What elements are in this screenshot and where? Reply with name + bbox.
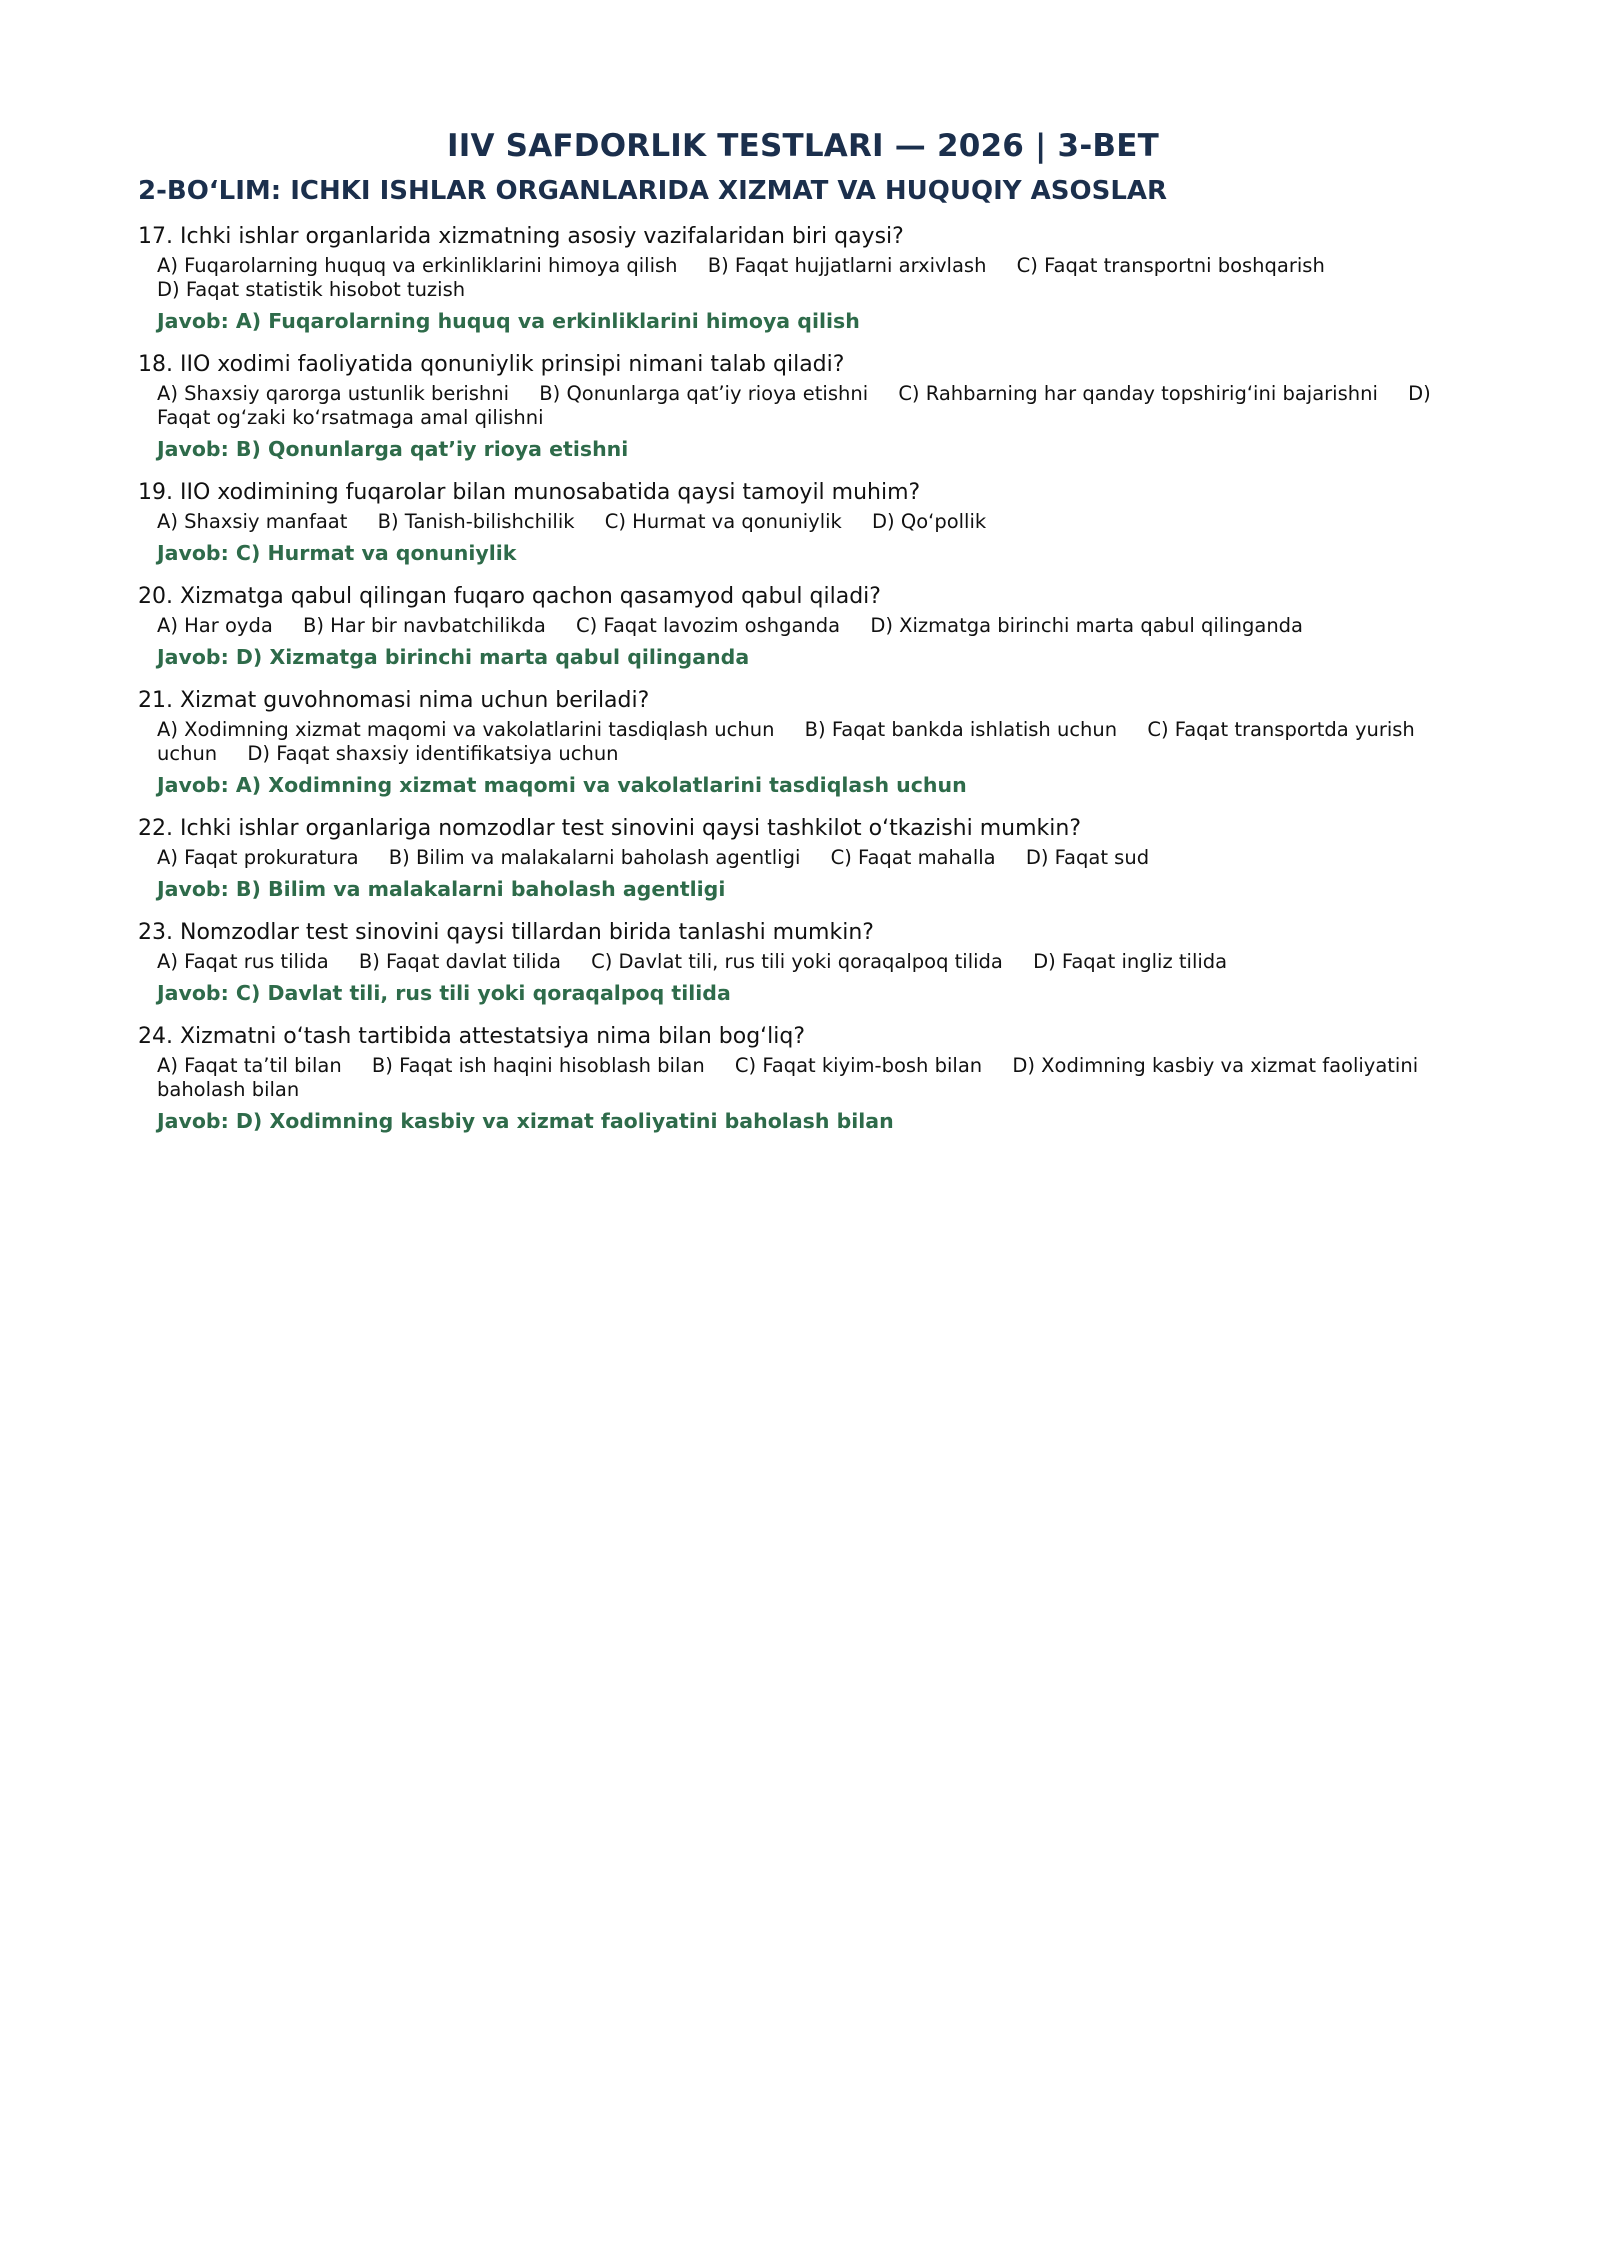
option-d: D) Faqat ingliz tilida [1033,950,1228,973]
question-text: 21. Xizmat guvohnomasi nima uchun beriladi? [138,688,650,713]
question-21 [138,686,1468,800]
option-d: D) Faqat og‘zaki ko‘rsatmaga amal qilishni [157,382,1431,429]
options-list [157,950,1468,974]
question-24 [138,1022,1468,1136]
option-c: C) Faqat lavozim oshganda [576,614,841,637]
question-20 [138,582,1468,672]
options-list [157,510,1468,534]
options-list [157,614,1468,638]
question-text: 20. Xizmatga qabul qilingan fuqaro qachon qasamyod qabul qiladi? [138,584,881,609]
answer: Javob: D) Xodimning kasbiy va xizmat faoliyatini baholash bilan [157,1109,894,1133]
option-d: D) Qo‘pollik [872,510,987,533]
option-c: C) Faqat transportda yurish uchun [157,718,1415,765]
question-text: 18. IIO xodimi faoliyatida qonuniylik prinsipi nimani talab qiladi? [138,352,845,377]
options-list [157,254,1468,302]
option-a: A) Shaxsiy manfaat [157,510,348,533]
option-d: D) Xizmatga birinchi marta qabul qilinganda [870,614,1304,637]
option-b: B) Faqat bankda ishlatish uchun [804,718,1118,741]
option-b: B) Bilim va malakalarni baholash agentligi [388,846,801,869]
section-title: 2-BO‘LIM: ICHKI ISHLAR ORGANLARIDA XIZMAT VA HUQUQIY ASOSLAR [138,176,1168,206]
option-c: C) Rahbarning har qanday topshirig‘ini bajarishni [898,382,1378,405]
question-23 [138,918,1468,1008]
option-a: A) Xodimning xizmat maqomi va vakolatlarini tasdiqlash uchun [157,718,775,741]
option-a: A) Faqat ta’til bilan [157,1054,342,1077]
question-19 [138,478,1468,568]
option-a: A) Fuqarolarning huquq va erkinliklarini himoya qilish [157,254,678,277]
options-list [157,382,1468,430]
option-c: C) Faqat transportni boshqarish [1016,254,1325,277]
option-a: A) Shaxsiy qarorga ustunlik berishni [157,382,510,405]
answer: Javob: C) Hurmat va qonuniylik [157,541,517,565]
option-d: D) Xodimning kasbiy va xizmat faoliyatini baholash bilan [157,1054,1419,1101]
answer: Javob: A) Xodimning xizmat maqomi va vakolatlarini tasdiqlash uchun [157,773,967,797]
options-list [157,718,1468,766]
option-a: A) Faqat prokuratura [157,846,359,869]
option-c: C) Hurmat va qonuniylik [604,510,842,533]
option-b: B) Faqat davlat tilida [358,950,561,973]
question-text: 22. Ichki ishlar organlariga nomzodlar test sinovini qaysi tashkilot o‘tkazishi mumkin? [138,816,1081,841]
option-c: C) Davlat tili, rus tili yoki qoraqalpoq tilida [591,950,1003,973]
option-b: B) Faqat ish haqini hisoblash bilan [371,1054,705,1077]
question-text: 23. Nomzodlar test sinovini qaysi tillardan birida tanlashi mumkin? [138,920,874,945]
answer: Javob: C) Davlat tili, rus tili yoki qoraqalpoq tilida [157,981,731,1005]
option-c: C) Faqat mahalla [830,846,996,869]
option-d: D) Faqat statistik hisobot tuzish [157,278,466,301]
option-d: D) Faqat sud [1025,846,1150,869]
page-title: IIV SAFDORLIK TESTLARI — 2026 | 3-BET [447,128,1159,164]
options-list [157,1054,1468,1102]
question-text: 17. Ichki ishlar organlarida xizmatning asosiy vazifalaridan biri qaysi? [138,224,904,249]
option-d: D) Faqat shaxsiy identifikatsiya uchun [247,742,619,765]
answer: Javob: D) Xizmatga birinchi marta qabul qilinganda [157,645,750,669]
options-list [157,846,1468,870]
option-a: A) Har oyda [157,614,273,637]
question-22 [138,814,1468,904]
question-17 [138,222,1468,336]
option-a: A) Faqat rus tilida [157,950,329,973]
option-b: B) Har bir navbatchilikda [302,614,546,637]
option-c: C) Faqat kiyim-bosh bilan [734,1054,983,1077]
option-b: B) Qonunlarga qat’iy rioya etishni [539,382,869,405]
question-text: 24. Xizmatni o‘tash tartibida attestatsiya nima bilan bog‘liq? [138,1024,806,1049]
answer: Javob: B) Qonunlarga qat’iy rioya etishni [157,437,629,461]
document-page [138,128,1468,1150]
question-18 [138,350,1468,464]
answer: Javob: B) Bilim va malakalarni baholash agentligi [157,877,726,901]
question-text: 19. IIO xodimining fuqarolar bilan munosabatida qaysi tamoyil muhim? [138,480,921,505]
option-b: B) Faqat hujjatlarni arxivlash [707,254,987,277]
option-b: B) Tanish-bilishchilik [377,510,575,533]
answer: Javob: A) Fuqarolarning huquq va erkinliklarini himoya qilish [157,309,860,333]
